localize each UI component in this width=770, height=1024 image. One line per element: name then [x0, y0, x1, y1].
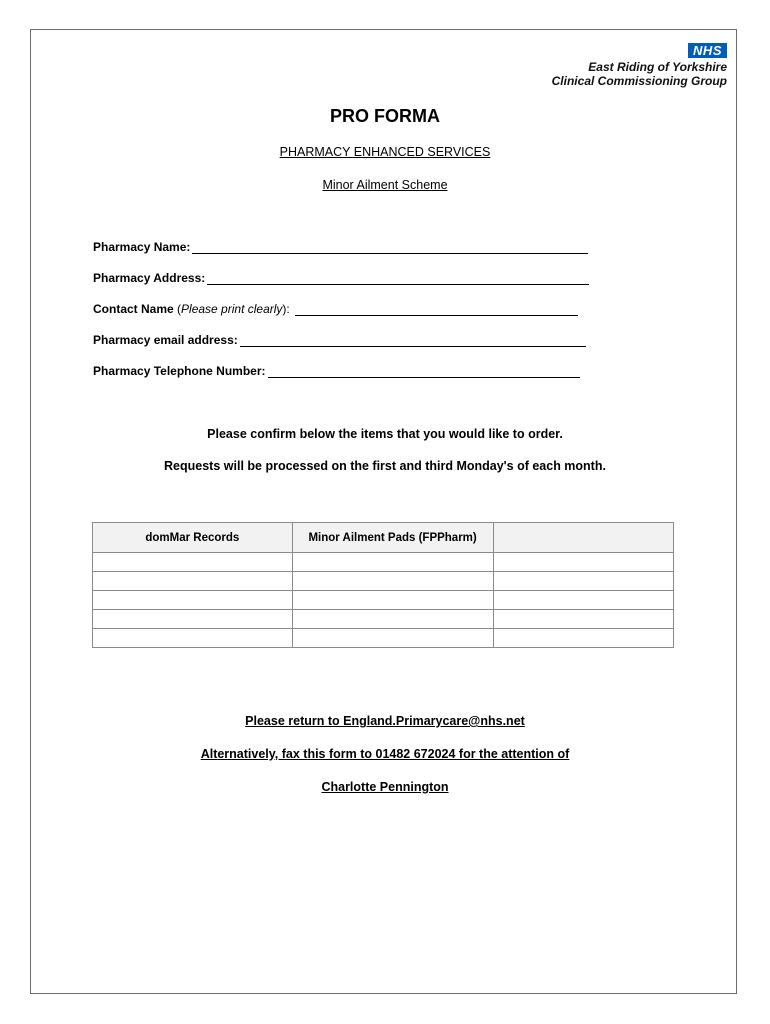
email-label: Pharmacy email address: — [93, 333, 238, 347]
processing-note: Requests will be processed on the first and third Monday's of each month. — [164, 459, 606, 473]
table-cell[interactable] — [493, 591, 674, 610]
table-cell[interactable] — [292, 629, 493, 648]
email-input[interactable] — [240, 334, 586, 347]
email-field — [93, 333, 586, 347]
contact-name-input[interactable] — [295, 303, 578, 316]
nhs-badge: NHS — [688, 43, 727, 58]
pharmacy-name-label: Pharmacy Name: — [93, 240, 191, 254]
table-cell[interactable] — [292, 553, 493, 572]
table-row — [93, 629, 674, 648]
header-minor-ailment-pads: Minor Ailment Pads (FPPharm) — [292, 523, 493, 553]
service-subtitle: PHARMACY ENHANCED SERVICES — [279, 145, 491, 159]
telephone-field — [93, 364, 580, 378]
pharmacy-name-field — [93, 240, 588, 254]
table-cell[interactable] — [93, 553, 293, 572]
table-cell[interactable] — [93, 629, 293, 648]
contact-name-label: Contact Name — [93, 302, 174, 316]
table-cell[interactable] — [493, 572, 674, 591]
logo-org-line1: East Riding of Yorkshire — [588, 60, 727, 74]
scheme-subtitle: Minor Ailment Scheme — [322, 178, 448, 192]
table-cell[interactable] — [493, 553, 674, 572]
return-email-line[interactable]: Please return to England.Primarycare@nhs.net — [245, 714, 525, 728]
page-border — [30, 29, 737, 994]
table-cell[interactable] — [93, 572, 293, 591]
telephone-input[interactable] — [268, 365, 580, 378]
header-dommar-records: domMar Records — [93, 523, 293, 553]
order-instruction: Please confirm below the items that you would like to order. — [207, 427, 563, 441]
table-cell[interactable] — [93, 610, 293, 629]
table-cell[interactable] — [292, 591, 493, 610]
logo-org-line2: Clinical Commissioning Group — [551, 74, 727, 88]
page-title: PRO FORMA — [330, 106, 440, 126]
table-cell[interactable] — [493, 629, 674, 648]
table-cell[interactable] — [93, 591, 293, 610]
table-row — [93, 610, 674, 629]
order-table — [92, 522, 674, 648]
telephone-label: Pharmacy Telephone Number: — [93, 364, 266, 378]
table-cell[interactable] — [493, 610, 674, 629]
table-cell[interactable] — [292, 610, 493, 629]
table-cell[interactable] — [292, 572, 493, 591]
header-blank — [493, 523, 674, 553]
pharmacy-address-input[interactable] — [207, 272, 589, 285]
pharmacy-address-label: Pharmacy Address: — [93, 271, 206, 285]
table-row — [93, 572, 674, 591]
contact-name-field: Contact Name ( Please print clearly ): — [93, 302, 578, 316]
pharmacy-name-input[interactable] — [192, 241, 588, 254]
table-header-row — [93, 523, 674, 553]
table-row — [93, 591, 674, 610]
contact-name-hint: Please print clearly — [181, 302, 283, 316]
table-row — [93, 553, 674, 572]
nhs-logo — [552, 42, 727, 88]
fax-line: Alternatively, fax this form to 01482 672024 for the attention of — [200, 747, 570, 761]
attention-contact: Charlotte Pennington — [321, 780, 449, 794]
pharmacy-address-field — [93, 271, 589, 285]
